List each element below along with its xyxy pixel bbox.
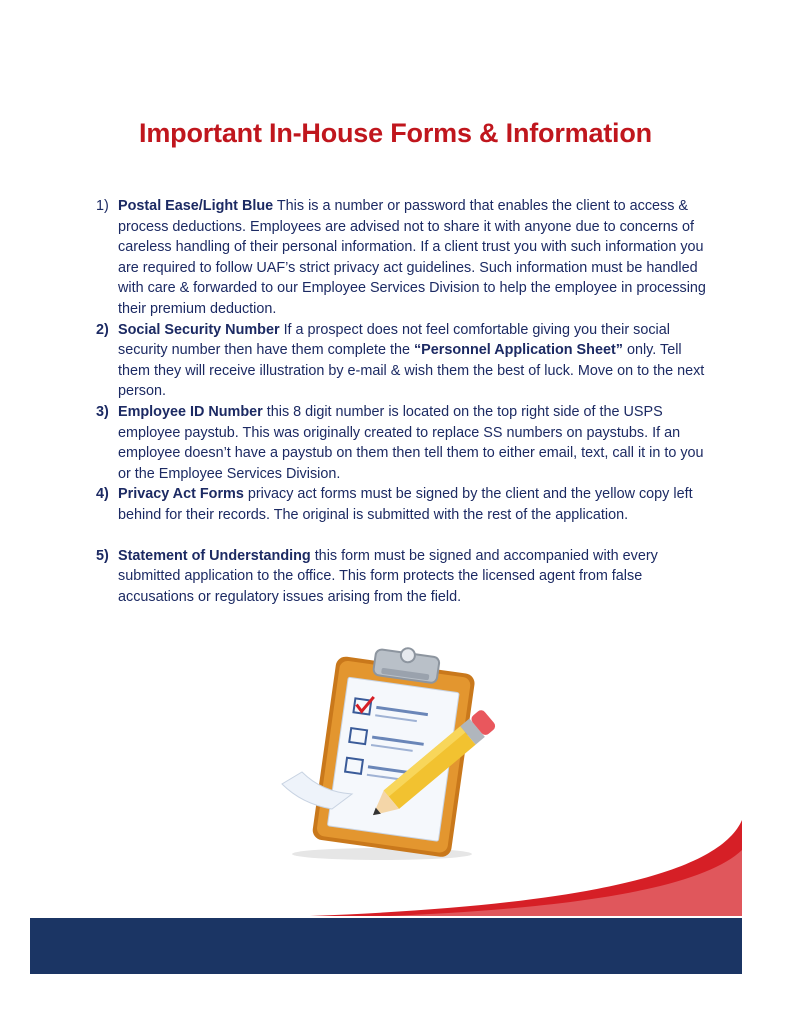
info-list [96, 196, 706, 607]
item-number: 2) [96, 321, 109, 338]
banner-navy-band [30, 918, 742, 974]
item-heading: Employee ID Number [118, 403, 263, 420]
list-item-privacy-act [96, 484, 706, 525]
item-text: This is a number or password that enables the client to access & process deductions. Employees are advised not to share it with anyone due to concerns of careless handling of their personal information. If a client trust you with such information you are required to follow UAF’s strict privacy act guidelines. Such information must be handled with care & forwarded to our Employee Services Division to help the employee in processing their premium deduction. [118, 198, 706, 317]
item-heading: Postal Ease/Light Blue [118, 198, 274, 214]
list-item-employee-id [96, 402, 706, 484]
item-number: 1) [96, 198, 109, 214]
item-number: 4) [96, 486, 109, 503]
item-text: this form must be signed and accompanied with every submitted application to the office. This form protects the licensed agent from false accusations or regulatory issues arising from the field. [118, 547, 658, 605]
form-name-emphasis: “Personnel Application Sheet” [413, 342, 623, 359]
list-item-social-security [96, 320, 706, 402]
list-item-postal-ease [96, 196, 706, 320]
footer-banner [0, 820, 791, 980]
item-text: If a prospect does not feel comfortable giving you their social security number then have them complete the [118, 321, 670, 359]
item-heading: Social Security Number [118, 321, 280, 338]
page-title: Important In-House Forms & Information [139, 118, 652, 148]
item-heading: Privacy Act Forms [118, 486, 244, 503]
item-text: only. Tell them they will receive illustration by e-mail & wish them the best of luck. Move on to the next person. [118, 342, 705, 400]
item-number: 5) [96, 547, 109, 564]
item-number: 3) [96, 403, 109, 420]
item-heading: Statement of Understanding [118, 547, 311, 564]
item-text: this 8 digit number is located on the top right side of the USPS employee paystub. This was originally created to replace SS numbers on paystubs. If an employee doesn’t have a paystub on them then tell them to either email, text, call it in to you or the Employee Services Division. [118, 403, 704, 482]
list-item-statement-understanding [96, 546, 706, 608]
item-text: privacy act forms must be signed by the client and the yellow copy left behind for their records. The original is submitted with the rest of the application. [118, 486, 693, 523]
